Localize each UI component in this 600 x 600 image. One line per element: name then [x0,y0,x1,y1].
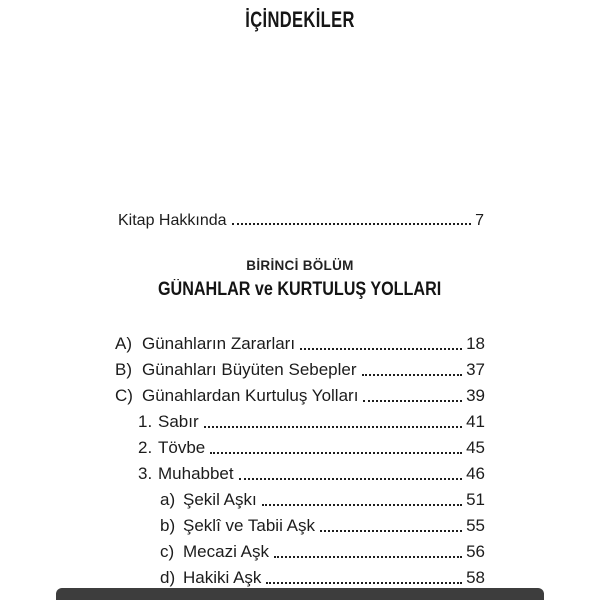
dot-leader [232,223,472,225]
toc-entry-page: 56 [466,542,485,561]
toc-entry-label: Hakiki Aşk [183,568,262,587]
toc-entry-page: 39 [466,386,485,405]
toc-entry-label: Tövbe [158,438,206,457]
dot-leader [266,582,462,584]
toc-entry [115,537,485,563]
dot-leader [204,426,462,428]
toc-entry [115,433,485,459]
toc-entry-label: Sabır [158,412,199,431]
toc-entry-label: Günahlardan Kurtuluş Yolları [142,386,359,405]
toc-entry-label: Şekil Aşkı [183,490,257,509]
toc-entry-label: Günahların Zararları [142,334,296,353]
toc-entry-page: 37 [466,360,485,379]
toc-entry-label: Kitap Hakkında [118,212,227,229]
toc-entry-label: Günahları Büyüten Sebepler [142,360,357,379]
dot-leader [300,348,462,350]
toc-entry-label: Şeklî ve Tabii Aşk [183,516,315,535]
dot-leader [363,400,462,402]
toc-entry-marker: 3. [138,464,153,483]
toc-entry-marker: C) [115,386,133,405]
toc-entry-label: Muhabbet [158,464,234,483]
toc-entry-marker: c) [160,542,175,561]
toc-entry [115,563,485,589]
toc-entry-page: 41 [466,412,485,431]
toc-entry-marker: b) [160,516,176,535]
toc-entry-page: 58 [466,568,485,587]
toc-entry-page: 46 [466,464,485,483]
toc-entry [115,355,485,381]
toc-entry-marker: d) [160,568,176,587]
toc-entry-page: 7 [475,212,484,229]
toc-entry [115,407,485,433]
section-kicker: BİRİNCİ BÖLÜM [246,258,354,273]
dot-leader [362,374,463,376]
toc-entry-marker: 2. [138,438,153,457]
dot-leader [210,452,462,454]
dot-leader [239,478,462,480]
toc-entry-marker: B) [115,360,132,379]
toc-entry-page: 45 [466,438,485,457]
toc-entry-marker: a) [160,490,176,509]
toc-entry [118,205,484,230]
dot-leader [320,530,462,532]
toc-entry-page: 18 [466,334,485,353]
toc-entry-label: Mecazi Aşk [183,542,269,561]
toc-entry-page: 55 [466,516,485,535]
dot-leader [262,504,462,506]
toc-entry [115,459,485,485]
toc-list [115,329,485,589]
dot-leader [274,556,462,558]
page-title [0,8,600,32]
toc-entry-marker: 1. [138,412,153,431]
bottom-bar[interactable] [56,588,544,600]
toc-entry-page: 51 [466,490,485,509]
toc-entry [115,485,485,511]
toc-entry [115,329,485,355]
toc-entry [115,511,485,537]
section-heading [0,279,600,301]
toc-entry-marker: A) [115,334,132,353]
page-title-text: İÇİNDEKİLER [245,7,355,32]
section-heading-text: GÜNAHLAR ve KURTULUŞ YOLLARI [158,279,442,300]
toc-entry [115,381,485,407]
